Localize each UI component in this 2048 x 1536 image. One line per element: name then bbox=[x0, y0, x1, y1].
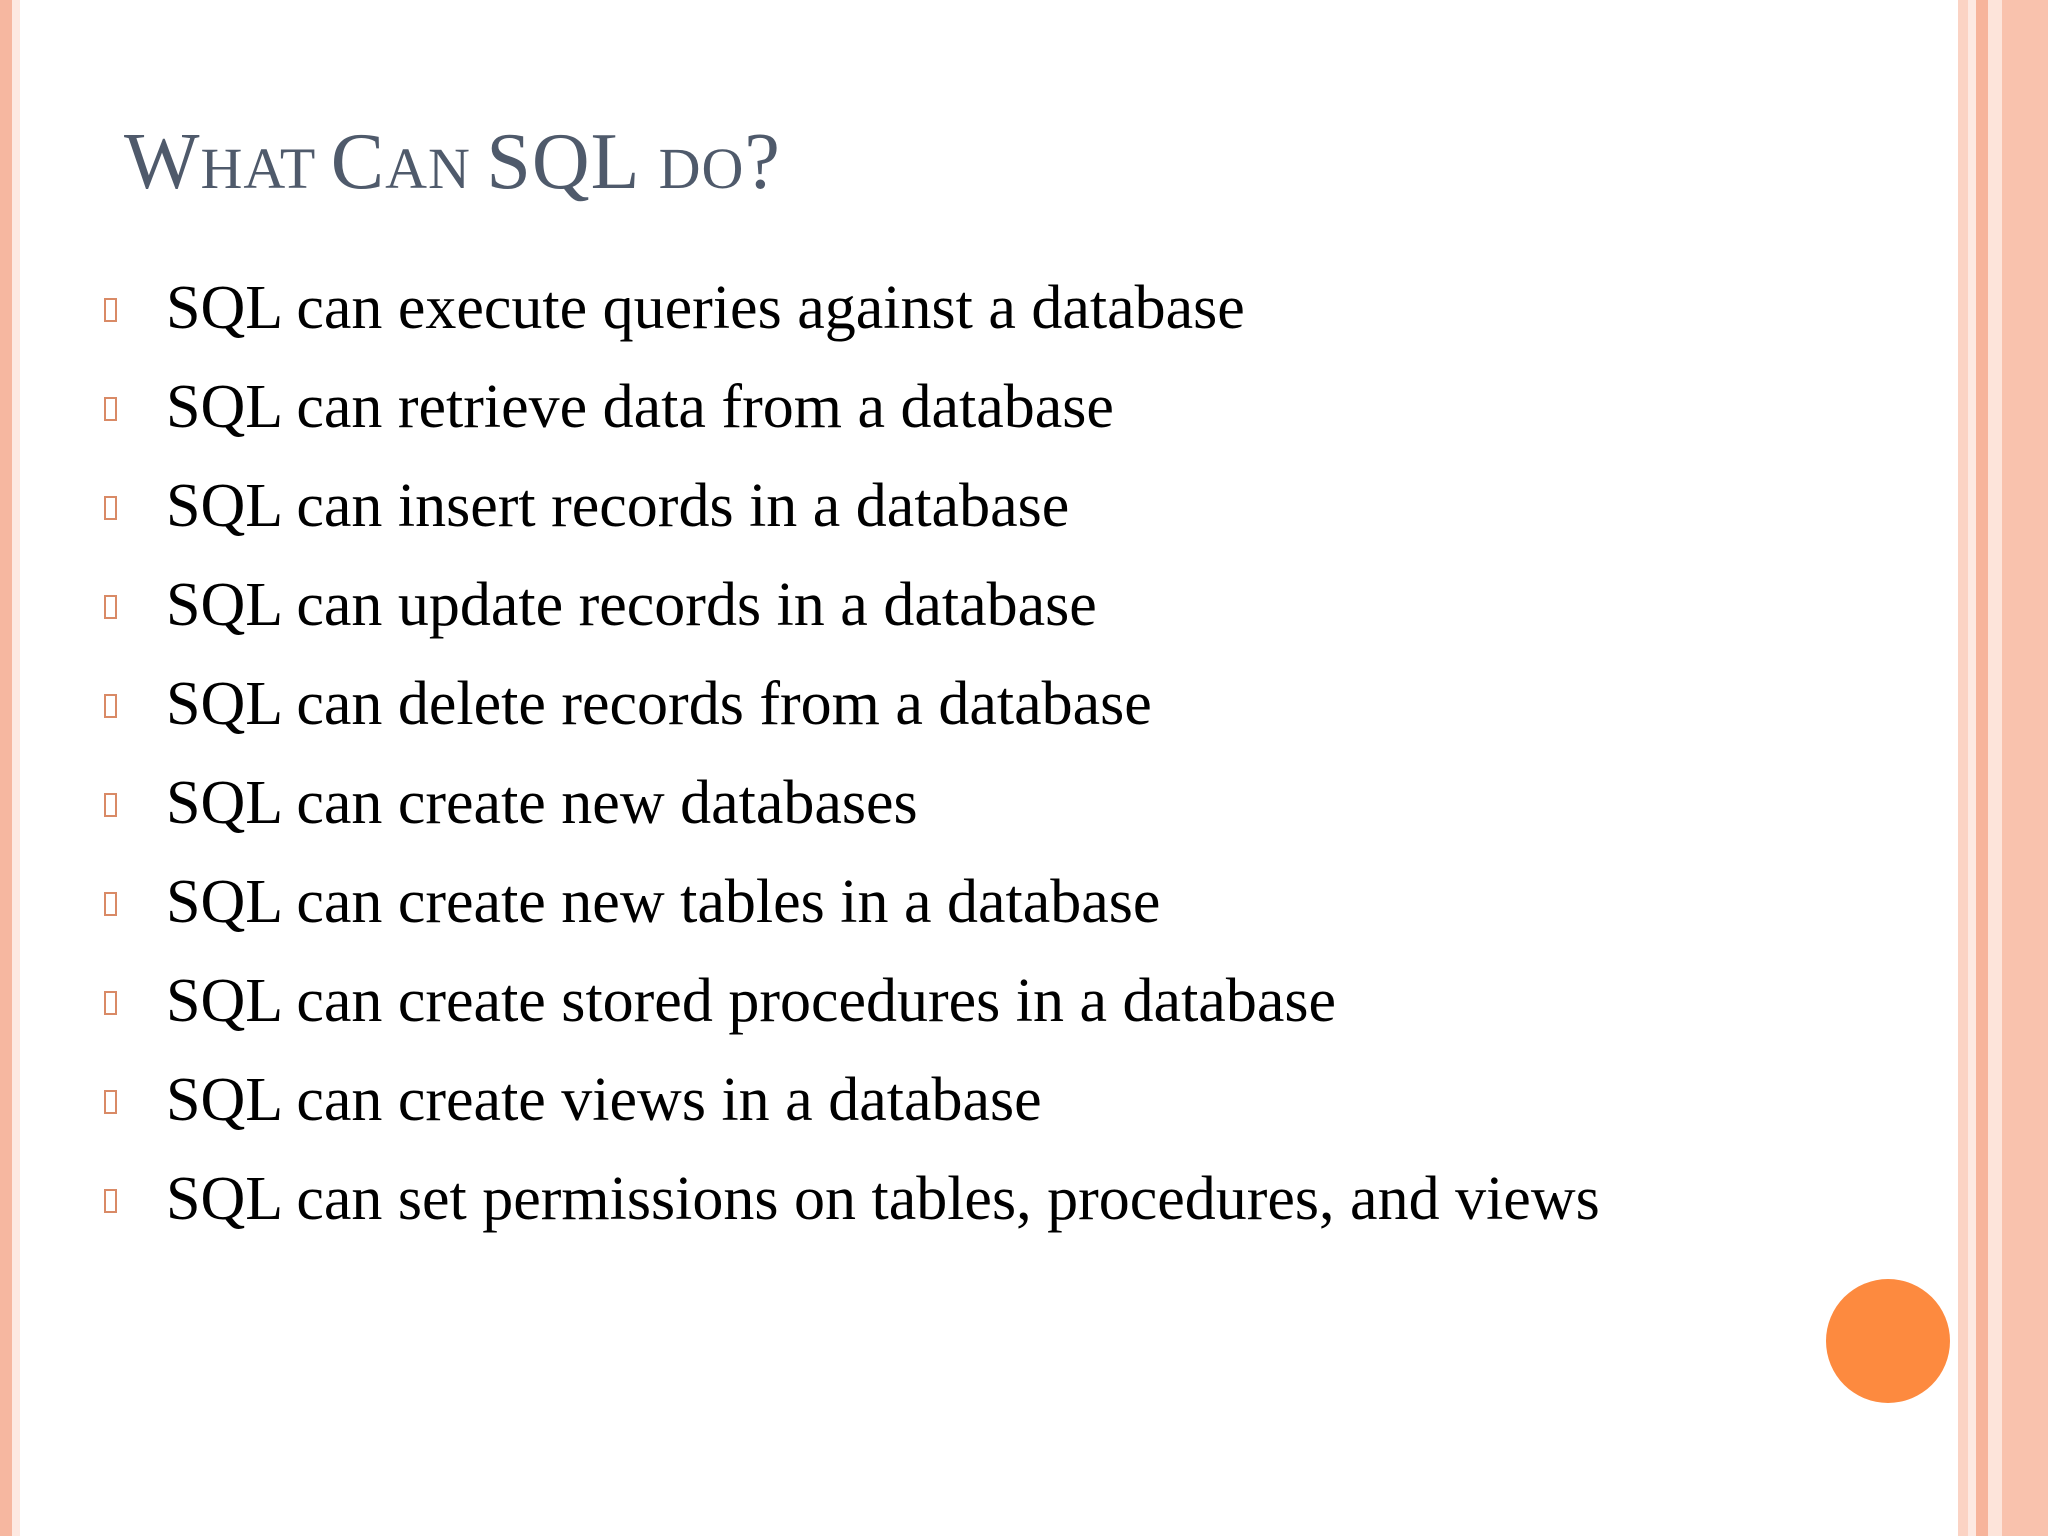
bullet-marker-icon bbox=[104, 694, 117, 718]
bullet-text: SQL can create new databases bbox=[166, 769, 918, 837]
bullet-text: SQL can delete records from a database bbox=[166, 670, 1152, 738]
bullet-marker-icon bbox=[104, 397, 117, 421]
bullet-text: SQL can update records in a database bbox=[166, 571, 1097, 639]
bullet-marker-icon bbox=[104, 793, 117, 817]
bullet-item bbox=[100, 961, 1660, 1041]
title-part: SQL bbox=[486, 118, 659, 206]
bullet-text: SQL can set permissions on tables, procedures, and views bbox=[166, 1165, 1600, 1233]
slide-title bbox=[124, 112, 781, 219]
left-border-strip bbox=[0, 0, 12, 1536]
bullet-text: SQL can retrieve data from a database bbox=[166, 373, 1114, 441]
bullet-item bbox=[100, 466, 1660, 546]
right-border-strip bbox=[1976, 0, 1988, 1536]
bullet-marker-icon bbox=[104, 496, 117, 520]
title-part: C bbox=[330, 118, 386, 206]
right-border-strip bbox=[2002, 0, 2048, 1536]
bullet-item bbox=[100, 367, 1660, 447]
bullet-marker-icon bbox=[104, 595, 117, 619]
right-border-strip bbox=[1958, 0, 1968, 1536]
title-part: DO bbox=[658, 136, 745, 201]
bullet-item bbox=[100, 1060, 1660, 1140]
bullet-marker-icon bbox=[104, 1189, 117, 1213]
bullet-marker-icon bbox=[104, 991, 117, 1015]
bullet-marker-icon bbox=[104, 1090, 117, 1114]
title-part: HAT bbox=[200, 136, 331, 201]
left-border-strip-inner bbox=[12, 0, 20, 1536]
bullet-text: SQL can insert records in a database bbox=[166, 472, 1070, 540]
title-part: W bbox=[124, 118, 201, 206]
title-part: AN bbox=[385, 136, 487, 201]
bullet-marker-icon bbox=[104, 298, 117, 322]
bullet-item bbox=[100, 862, 1660, 942]
bullet-item bbox=[100, 565, 1660, 645]
bullet-marker-icon bbox=[104, 892, 117, 916]
bullet-list bbox=[100, 268, 1660, 1258]
decorative-circle-icon bbox=[1826, 1279, 1950, 1403]
bullet-text: SQL can create views in a database bbox=[166, 1066, 1042, 1134]
bullet-item bbox=[100, 1159, 1660, 1239]
bullet-item bbox=[100, 268, 1660, 348]
bullet-item bbox=[100, 763, 1660, 843]
right-border-strip bbox=[1968, 0, 1976, 1536]
right-border-strip bbox=[1988, 0, 2002, 1536]
bullet-item bbox=[100, 664, 1660, 744]
bullet-text: SQL can create stored procedures in a database bbox=[166, 967, 1336, 1035]
bullet-text: SQL can create new tables in a database bbox=[166, 868, 1161, 936]
title-part: ? bbox=[744, 118, 781, 206]
bullet-text: SQL can execute queries against a database bbox=[166, 274, 1245, 342]
